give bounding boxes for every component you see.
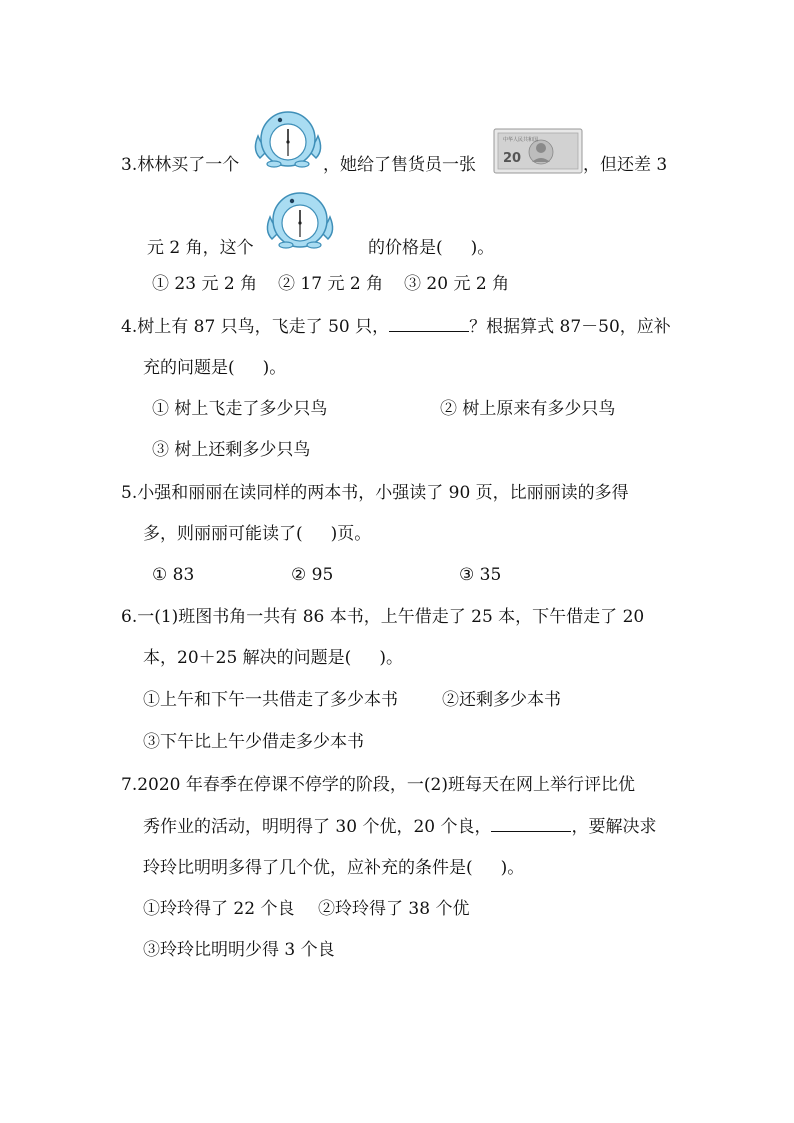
q7-option-2[interactable]: ②玲玲得了 38 个优 [318, 899, 470, 919]
banknote-header: 中华人民共和国 [503, 137, 539, 143]
penguin-clock-icon [262, 187, 338, 249]
banknote-20-icon [493, 128, 583, 174]
q7-line3-a: 玲玲比明明多得了几个优，应补充的条件是( [143, 858, 473, 878]
q4-option-1[interactable]: ① 树上飞走了多少只鸟 [152, 399, 328, 419]
penguin-clock-icon [250, 106, 326, 168]
q7-line2-a: 秀作业的活动，明明得了 30 个优，20 个良， [143, 817, 492, 837]
fill-blank[interactable] [389, 315, 469, 332]
q5-line2-b: )页。 [330, 524, 372, 544]
q3-option-2[interactable]: ② 17 元 2 角 [278, 274, 384, 294]
q4-line2-b: )。 [262, 358, 287, 378]
q6-option-2[interactable]: ②还剩多少本书 [442, 690, 561, 710]
q6-option-3[interactable]: ③下午比上午少借走多少本书 [143, 732, 364, 752]
q6-option-1[interactable]: ①上午和下午一共借走了多少本书 [143, 690, 398, 710]
q7-line2-b: ，要解决求 [571, 817, 657, 837]
q4-line2-a: 充的问题是( [143, 358, 235, 378]
q3-line2-a: 元 2 角，这个 [147, 238, 254, 258]
q6-line1: 6.一(1)班图书角一共有 86 本书，上午借走了 25 本，下午借走了 20 [121, 607, 645, 627]
q7-line1: 7.2020 年春季在停课不停学的阶段，一(2)班每天在网上举行评比优 [121, 775, 635, 795]
q5-option-2[interactable]: ② 95 [291, 565, 334, 585]
q3-line2-b [368, 236, 494, 260]
q4-line1-b: ？根据算式 87－50，应补 [469, 317, 671, 337]
q4-option-2[interactable]: ② 树上原来有多少只鸟 [440, 399, 616, 419]
q3-line1-b: ，她给了售货员一张 [323, 155, 476, 175]
q5-line2 [143, 522, 371, 546]
q6-line2 [143, 646, 403, 670]
banknote-value: 20 [503, 151, 522, 166]
q5-option-3[interactable]: ③ 35 [459, 565, 502, 585]
q7-line2 [143, 815, 656, 839]
q4-line1 [121, 315, 671, 339]
q5-line1: 5.小强和丽丽在读同样的两本书，小强读了 90 页，比丽丽读的多得 [121, 483, 629, 503]
q7-line3 [143, 856, 524, 880]
q3-line2-b-text: 的价格是( [368, 238, 443, 258]
q6-line2-a: 本，20＋25 解决的问题是( [143, 648, 352, 668]
q7-option-3[interactable]: ③玲玲比明明少得 3 个良 [143, 940, 335, 960]
q4-option-3[interactable]: ③ 树上还剩多少只鸟 [152, 440, 311, 460]
fill-blank[interactable] [491, 815, 571, 832]
q7-line3-b: )。 [500, 858, 525, 878]
q5-option-1[interactable]: ① 83 [152, 565, 195, 585]
q5-line2-a: 多，则丽丽可能读了( [143, 524, 303, 544]
q3-line2-c-text: )。 [470, 238, 495, 258]
q6-line2-b: )。 [379, 648, 403, 668]
q3-line1-a: 3.林林买了一个 [121, 155, 240, 175]
q7-option-1[interactable]: ①玲玲得了 22 个良 [143, 899, 295, 919]
q4-line2 [143, 356, 286, 380]
q3-option-3[interactable]: ③ 20 元 2 角 [404, 274, 510, 294]
q3-option-1[interactable]: ① 23 元 2 角 [152, 274, 258, 294]
q4-line1-a: 4.树上有 87 只鸟，飞走了 50 只， [121, 317, 390, 337]
q3-line1-c: ，但还差 3 [583, 155, 668, 175]
